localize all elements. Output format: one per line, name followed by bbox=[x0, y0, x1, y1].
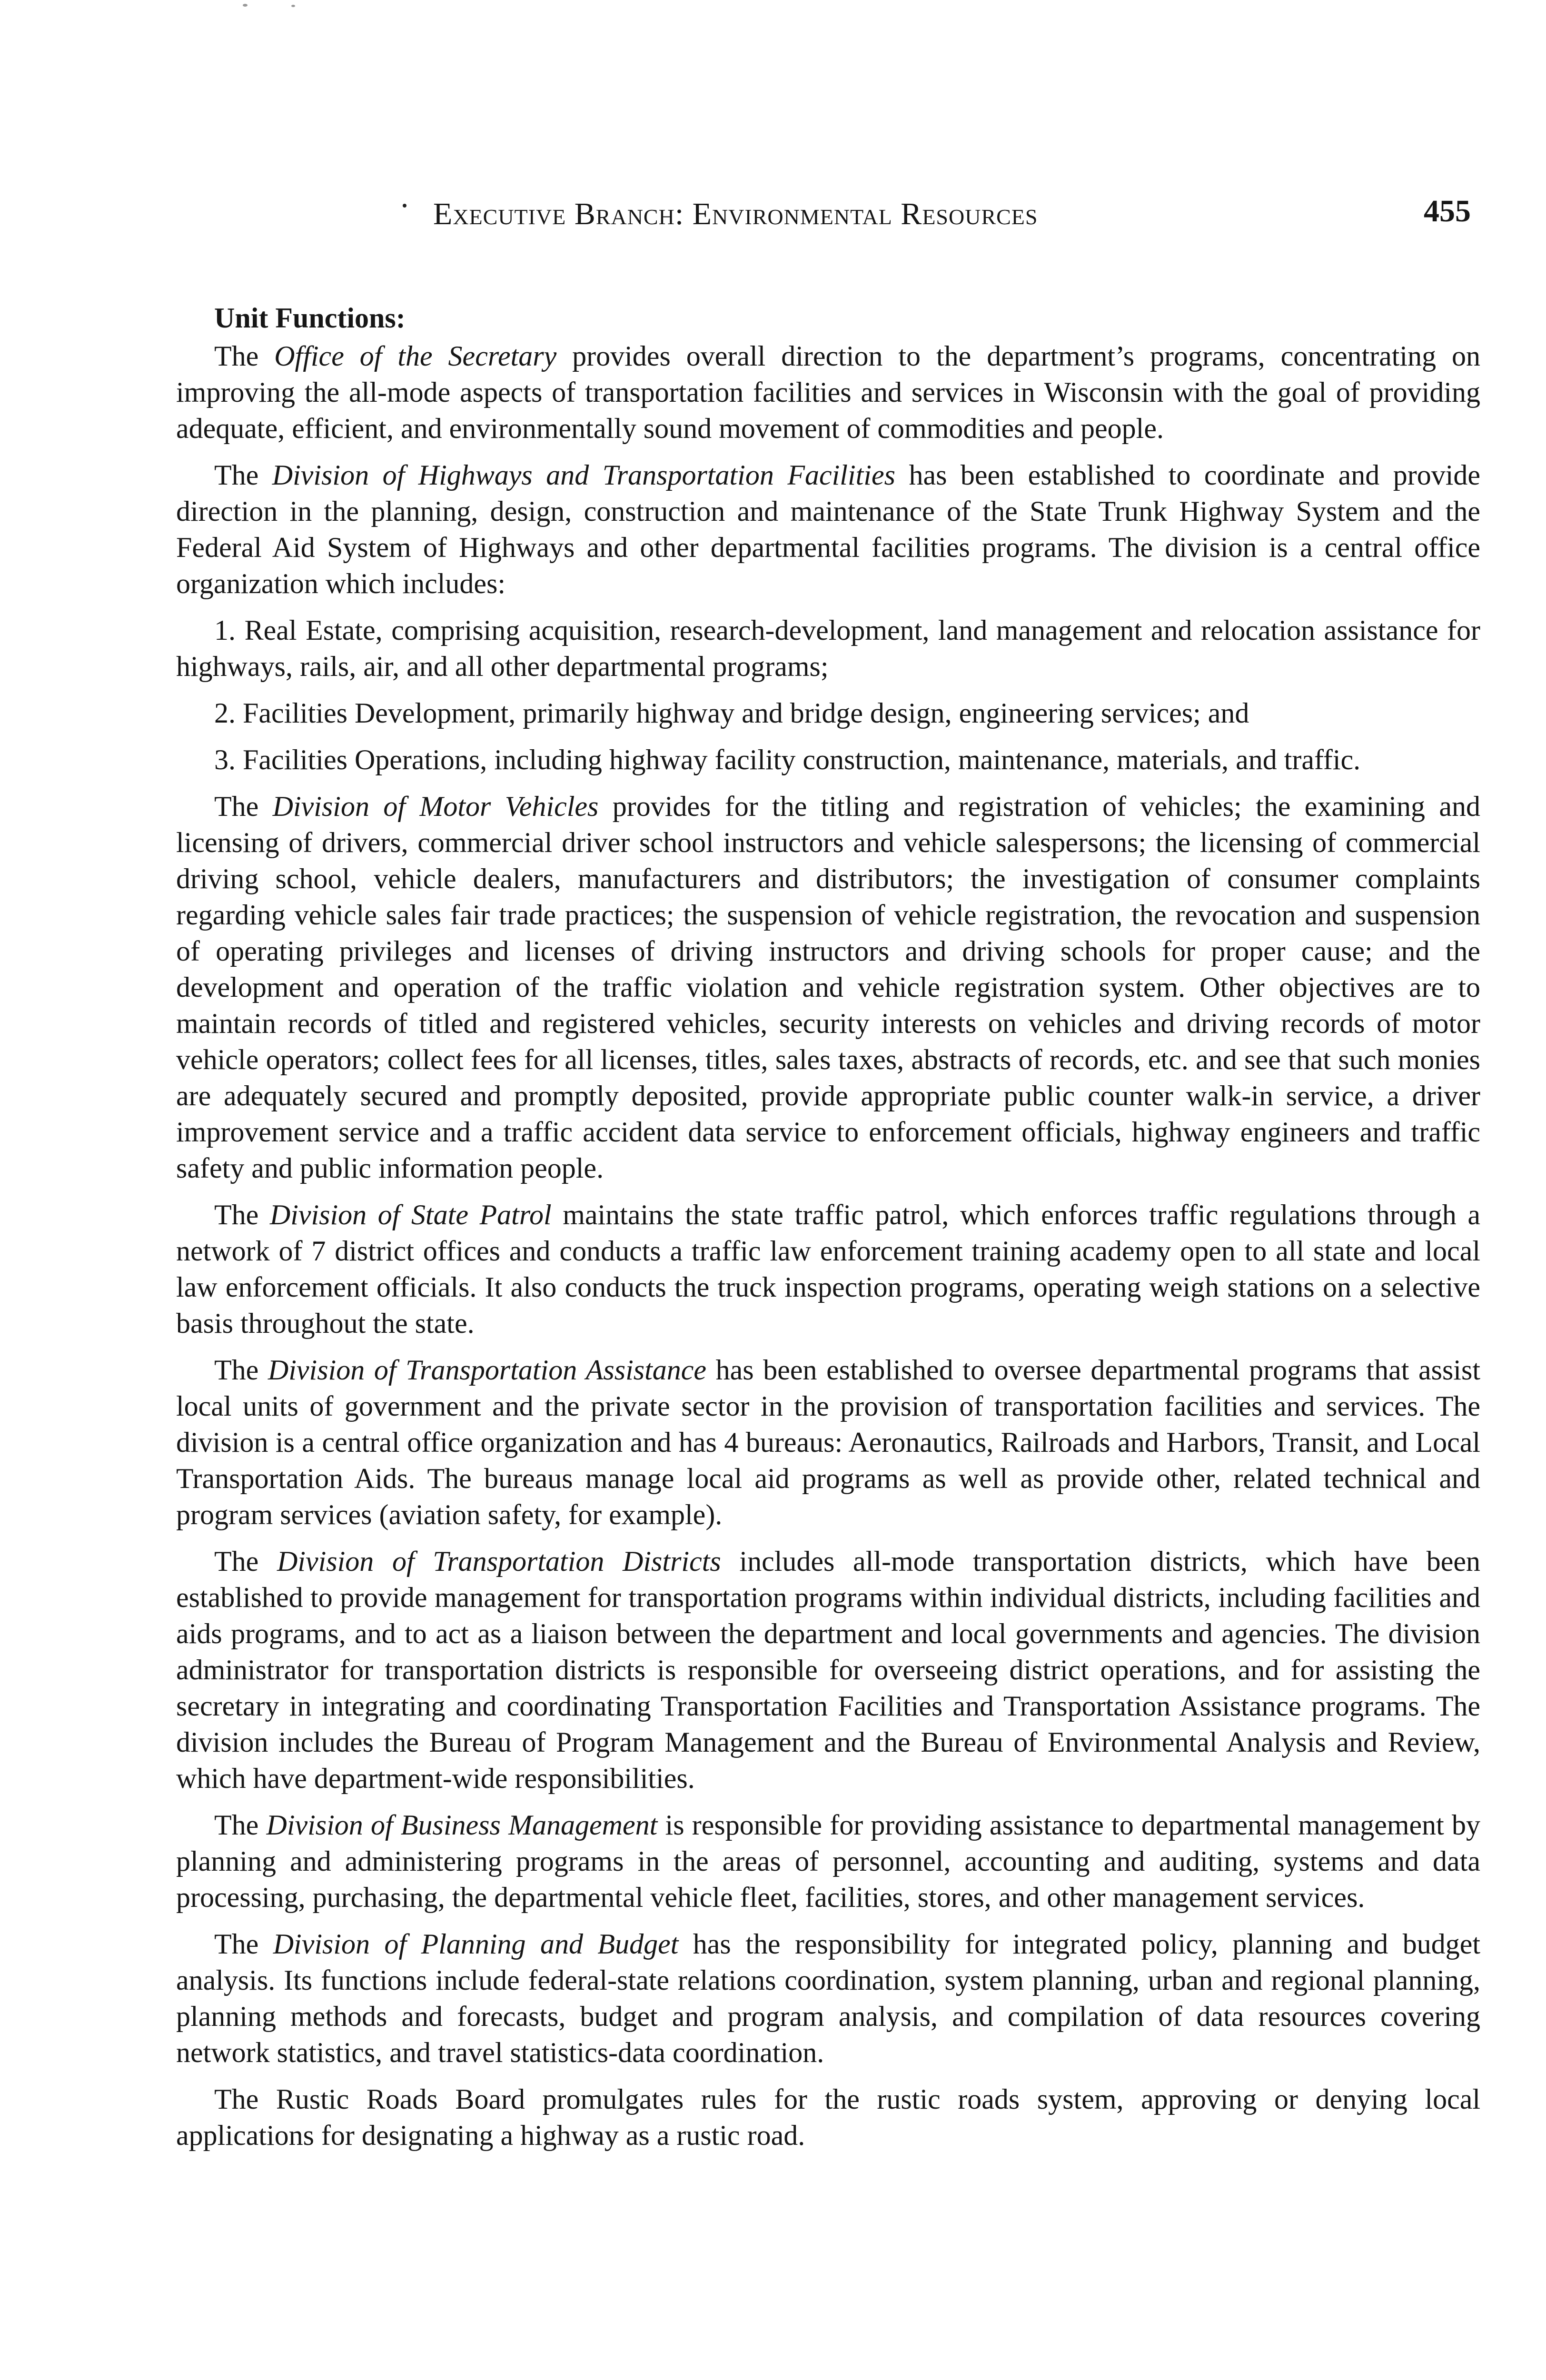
paragraph-body: provides overall direction to the department’s programs, concentrating on improving the all-mode aspects of transportation facilities and services in Wisconsin with the goal of providing adequate, efficient, and environmentally sound movement of commodities and people. bbox=[176, 340, 1481, 444]
section-heading: Unit Functions: bbox=[214, 302, 406, 334]
header-title: Executive Branch: Environmental Resources bbox=[433, 197, 1038, 231]
unit-name: Division of State Patrol bbox=[269, 1199, 552, 1230]
paragraph-division-planning-budget bbox=[176, 1926, 1480, 2071]
paragraph-division-business-management bbox=[176, 1807, 1480, 1915]
paragraph-lead: The bbox=[214, 340, 275, 372]
unit-name: Division of Transportation Districts bbox=[277, 1546, 721, 1577]
paragraph-division-state-patrol bbox=[176, 1197, 1480, 1341]
unit-name: Division of Transportation Assistance bbox=[268, 1354, 707, 1386]
body-text bbox=[176, 300, 1480, 2164]
paragraph-body: provides for the titling and registration of vehicles; the examining and licensing of drivers, commercial driver school instructors and vehicle salespersons; the licensing of commercial driving school, vehicle dealers, manufacturers and distributors; the investigation of consumer complaints regarding vehicle sales fair trade practices; the suspension of vehicle registration, the revocation and suspension of operating privileges and licenses of driving instructors and driving schools for proper cause; and the development and operation of the traffic violation and vehicle registration system. Other objectives are to maintain records of titled and registered vehicles, security interests on vehicles and driving records of motor vehicle operators; collect fees for all licenses, titles, sales taxes, abstracts of records, etc. and see that such monies are adequately secured and promptly deposited, provide appropriate public counter walk-in service, a driver improvement service and a traffic accident data service to enforcement officials, highway engineers and traffic safety and public information people. bbox=[176, 791, 1481, 1184]
paragraph-body: maintains the state traffic patrol, which enforces traffic regulations through a network of 7 district offices and conducts a traffic law enforcement training academy open to all state and local law enforcement officials. It also conducts the truck inspection programs, operating weigh stations on a selective basis throughout the state. bbox=[176, 1199, 1481, 1339]
list-item-facilities-operations: 3. Facilities Operations, including highway facility construction, maintenance, materials, and traffic. bbox=[214, 744, 1361, 775]
list-item-facilities-development: 2. Facilities Development, primarily highway and bridge design, engineering services; and bbox=[214, 697, 1249, 729]
paragraph-body: has been established to oversee departmental programs that assist local units of government and the private sector in the provision of transportation facilities and services. The division is a central office organization and has 4 bureaus: Aeronautics, Railroads and Harbors, Transit, and Local Transportation Aids. The bureaus manage local aid programs as well as provide other, related technical and program services (aviation safety, for example). bbox=[176, 1354, 1480, 1530]
paragraph-lead: The bbox=[214, 1809, 267, 1841]
paragraph-body: is responsible for providing assistance to departmental management by planning and administering programs in the areas of personnel, accounting and auditing, systems and data processing, purchasing, the departmental vehicle fleet, facilities, stores, and other management services. bbox=[176, 1809, 1481, 1913]
paragraph-lead: The bbox=[214, 791, 273, 822]
scan-speck bbox=[291, 5, 295, 7]
paragraph-body: has been established to coordinate and provide direction in the planning, design, construction and maintenance of the State Trunk Highway System and the Federal Aid System of Highways and other departmental facilities programs. The division is a central office organization which includes: bbox=[176, 459, 1481, 599]
scan-speck bbox=[243, 4, 248, 7]
paragraph-rustic-roads-board: The Rustic Roads Board promulgates rules for the rustic roads system, approving or denying local applications for designating a highway as a rustic road. bbox=[176, 2083, 1480, 2151]
paragraph-division-transportation-assistance bbox=[176, 1352, 1480, 1533]
unit-name: Division of Motor Vehicles bbox=[272, 791, 599, 822]
paragraph-body: has the responsibility for integrated policy, planning and budget analysis. Its functions include federal-state relations coordination, system planning, urban and regional planning, planning methods and forecasts, budget and program analysis, and compilation of data resources covering network statistics, and travel statistics-data coordination. bbox=[176, 1928, 1481, 2068]
paragraph-body: includes all-mode transportation districts, which have been established to provide management for transportation programs within individual districts, including facilities and aids programs, and to act as a liaison between the department and local governments and agencies. The division administrator for transportation districts is responsible for overseeing district operations, and for assisting the secretary in integrating and coordinating Transportation Facilities and Transportation Assistance programs. The division includes the Bureau of Program Management and the Bureau of Environmental Analysis and Review, which have department-wide responsibilities. bbox=[176, 1546, 1481, 1794]
paragraph-division-transportation-districts bbox=[176, 1543, 1480, 1796]
unit-name: Division of Highways and Transportation Facilities bbox=[272, 459, 895, 491]
paragraph-lead: The bbox=[214, 1546, 277, 1577]
header-dot bbox=[403, 204, 406, 208]
unit-name: Division of Business Management bbox=[266, 1809, 658, 1841]
paragraph-division-motor-vehicles bbox=[176, 788, 1480, 1186]
unit-name: Office of the Secretary bbox=[274, 340, 557, 372]
paragraph-lead: The bbox=[214, 1928, 273, 1960]
paragraph-office-of-secretary bbox=[176, 338, 1480, 446]
running-header bbox=[433, 196, 1471, 239]
paragraph-lead: The bbox=[214, 459, 272, 491]
unit-name: Division of Planning and Budget bbox=[273, 1928, 679, 1960]
paragraph-lead: The bbox=[214, 1354, 268, 1386]
paragraph-division-highways bbox=[176, 457, 1480, 602]
paragraph-lead: The bbox=[214, 1199, 270, 1230]
page-number: 455 bbox=[1424, 194, 1471, 228]
list-item-real-estate: 1. Real Estate, comprising acquisition, research-development, land management and relocation assistance for highways, rails, air, and all other departmental programs; bbox=[176, 615, 1480, 682]
